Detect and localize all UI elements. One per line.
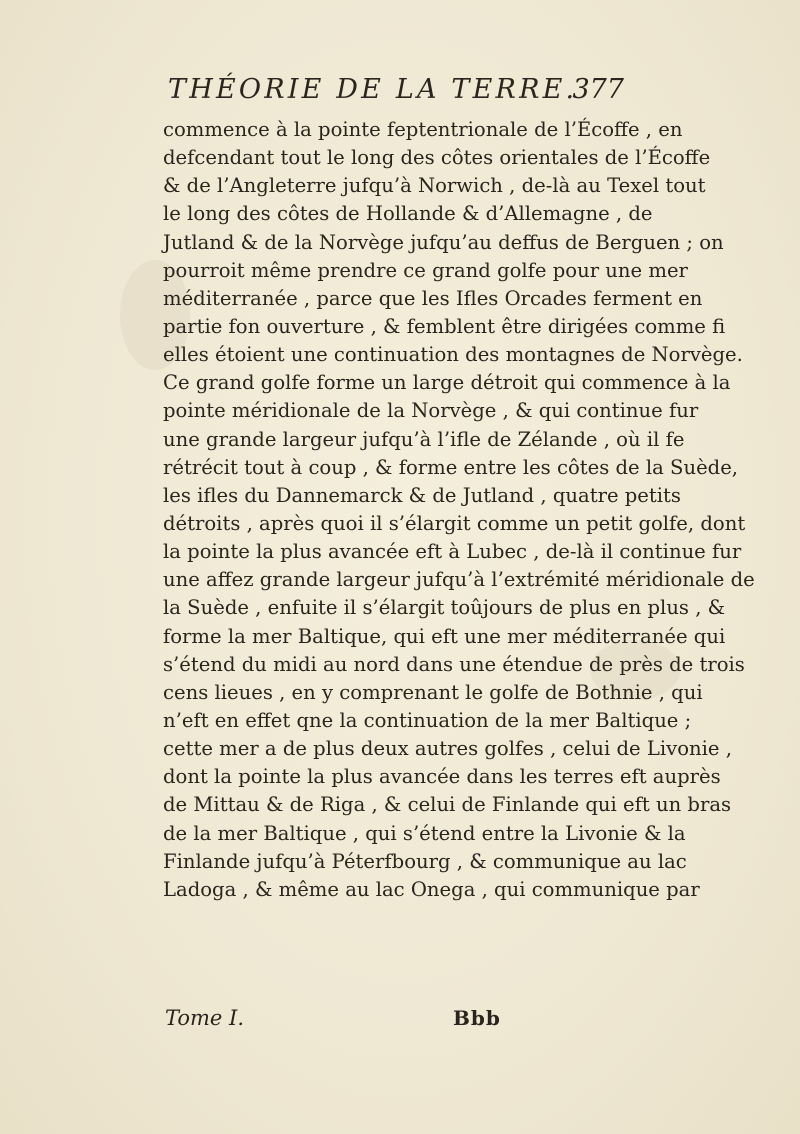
text-line: cette mer a de plus deux autres golfes , celui de Livonie , [163,737,732,761]
text-line: pointe méridionale de la Norvège , & qui continue fur [163,399,699,423]
text-line: une affez grande largeur jufqu’à l’extrémité méridionale de [163,568,755,592]
text-line: Finlande jufqu’à Péterfbourg , & communique au lac [163,849,687,873]
text-line: forme la mer Baltique, qui eft une mer méditerranée qui [163,624,726,648]
text-line: cens lieues , en y comprenant le golfe de Bothnie , qui [163,680,703,704]
page-number: 377 [572,74,624,105]
text-line: dont la pointe la plus avancée dans les terres eft auprès [163,765,721,789]
text-line: une grande largeur jufqu’à l’ifle de Zélande , où il fe [163,427,685,451]
text-line: s’étend du midi au nord dans une étendue de près de trois [163,652,745,676]
running-head [168,74,624,110]
text-line: defcendant tout le long des côtes orientales de l’Écoffe [163,146,711,170]
text-line: méditerranée , parce que les Ifles Orcades ferment en [163,286,703,310]
text-line: détroits , après quoi il s’élargit comme un petit golfe, dont [163,511,746,535]
text-line: le long des côtes de Hollande & d’Allemagne , de [163,202,653,226]
running-title: THÉORIE DE LA TERRE. [168,74,578,105]
text-line: rétrécit tout à coup , & forme entre les côtes de la Suède, [163,455,739,479]
signature-mark: Bbb [453,1006,501,1030]
text-line: Ladoga , & même au lac Onega , qui communique par [163,877,700,901]
text-line: & de l’Angleterre jufqu’à Norwich , de-là au Texel tout [163,174,706,198]
body-text [163,116,755,904]
text-line: elles étoient une continuation des montagnes de Norvège. [163,343,743,367]
text-line: commence à la pointe feptentrionale de l’Écoffe , en [163,118,683,141]
text-line: la Suède , enfuite il s’élargit toûjours de plus en plus , & [163,596,726,620]
text-line: la pointe la plus avancée eft à Lubec , de-là il continue fur [163,540,742,564]
text-line: Ce grand golfe forme un large détroit qui commence à la [163,371,731,395]
text-line: pourroit même prendre ce grand golfe pour une mer [163,258,688,282]
page-footer [163,1006,640,1034]
text-line: Jutland & de la Norvège jufqu’au deffus de Berguen ; on [163,230,724,254]
text-line: de Mittau & de Riga , & celui de Finlande qui eft un bras [163,793,732,817]
text-line: n’eft en effet qne la continuation de la mer Baltique ; [163,708,692,732]
text-line: les ifles du Dannemarck & de Jutland , quatre petits [163,483,681,507]
text-line: de la mer Baltique , qui s’étend entre la Livonie & la [163,821,686,845]
text-line: partie fon ouverture , & femblent être dirigées comme fi [163,314,726,338]
volume-label: Tome I. [165,1006,245,1030]
